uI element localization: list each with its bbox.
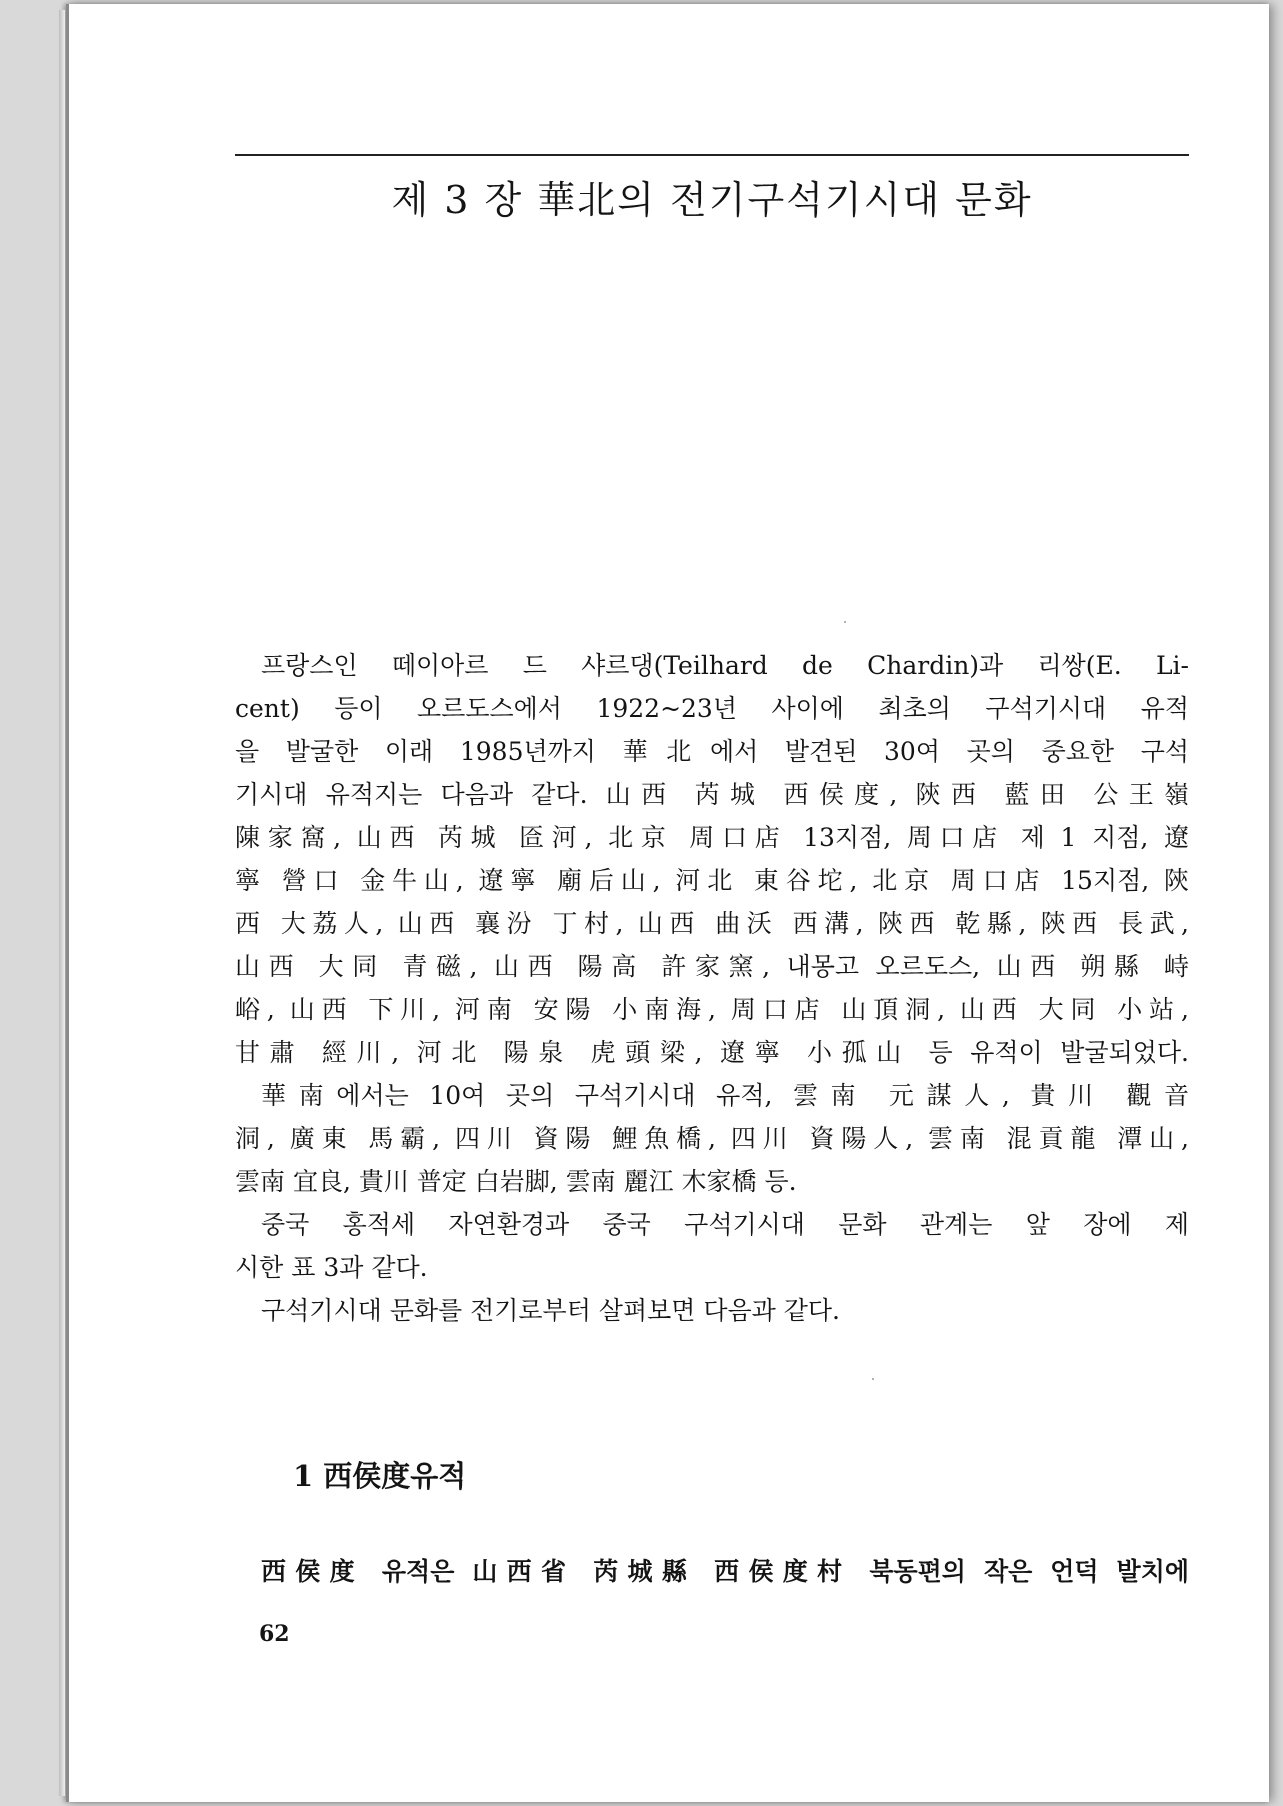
text-line: 구석기시대 문화를 전기로부터 살펴보면 다음과 같다. xyxy=(261,1296,840,1325)
text-line: 기시대 유적지는 다음과 같다. 山西 芮城 西侯度, 陝西 藍田 公王嶺 xyxy=(235,780,1189,809)
chapter-title: 제 3 장 華北의 전기구석기시대 문화 xyxy=(391,178,1033,222)
section-heading: 1 西侯度유적 xyxy=(293,1459,467,1493)
text-line: 을 발굴한 이래 1985년까지 華北에서 발견된 30여 곳의 중요한 구석 xyxy=(235,737,1189,766)
text-line: 시한 표 3과 같다. xyxy=(235,1253,428,1282)
section-first-line: 西侯度 유적은 山西省 芮城縣 西侯度村 북동편의 작은 언덕 발치에 xyxy=(261,1557,1189,1586)
scan-speck xyxy=(844,621,846,623)
text-line: 峪, 山西 下川, 河南 安陽 小南海, 周口店 山頂洞, 山西 大同 小站, xyxy=(235,995,1189,1024)
text-line: 雲南 宜良, 貴川 普定 白岩脚, 雲南 麗江 木家橋 등. xyxy=(235,1167,797,1196)
text-line: 프랑스인 떼이아르 드 샤르댕(Teilhard de Chardin)과 리쌍(E. Li- xyxy=(261,651,1189,680)
text-line: 甘肅 經川, 河北 陽泉 虎頭梁, 遼寧 小孤山 등 유적이 발굴되었다. xyxy=(235,1038,1189,1067)
text-line: 華南에서는 10여 곳의 구석기시대 유적, 雲南 元謀人, 貴川 觀音 xyxy=(261,1081,1189,1110)
text-line: cent) 등이 오르도스에서 1922~23년 사이에 최초의 구석기시대 유적 xyxy=(235,694,1189,723)
page-number: 62 xyxy=(259,1621,290,1647)
body-text xyxy=(235,644,1189,1332)
text-line: 山西 大同 青磁, 山西 陽高 許家窯, 내몽고 오르도스, 山西 朔縣 峙 xyxy=(235,952,1189,981)
text-line: 西 大荔人, 山西 襄汾 丁村, 山西 曲沃 西溝, 陝西 乾縣, 陝西 長武, xyxy=(235,909,1189,938)
scan-speck xyxy=(872,1378,874,1380)
text-line: 洞, 廣東 馬霸, 四川 資陽 鯉魚橋, 四川 資陽人, 雲南 混貢龍 潭山, xyxy=(235,1124,1189,1153)
text-line: 寧 營口 金牛山, 遼寧 廟后山, 河北 東谷坨, 北京 周口店 15지점, 陝 xyxy=(235,866,1189,895)
text-line: 중국 홍적세 자연환경과 중국 구석기시대 문화 관계는 앞 장에 제 xyxy=(261,1210,1189,1239)
top-rule xyxy=(235,154,1189,156)
book-page xyxy=(66,4,1269,1802)
text-line: 陳家窩, 山西 芮城 匼河, 北京 周口店 13지점, 周口店 제 1 지점, 遼 xyxy=(235,823,1189,852)
